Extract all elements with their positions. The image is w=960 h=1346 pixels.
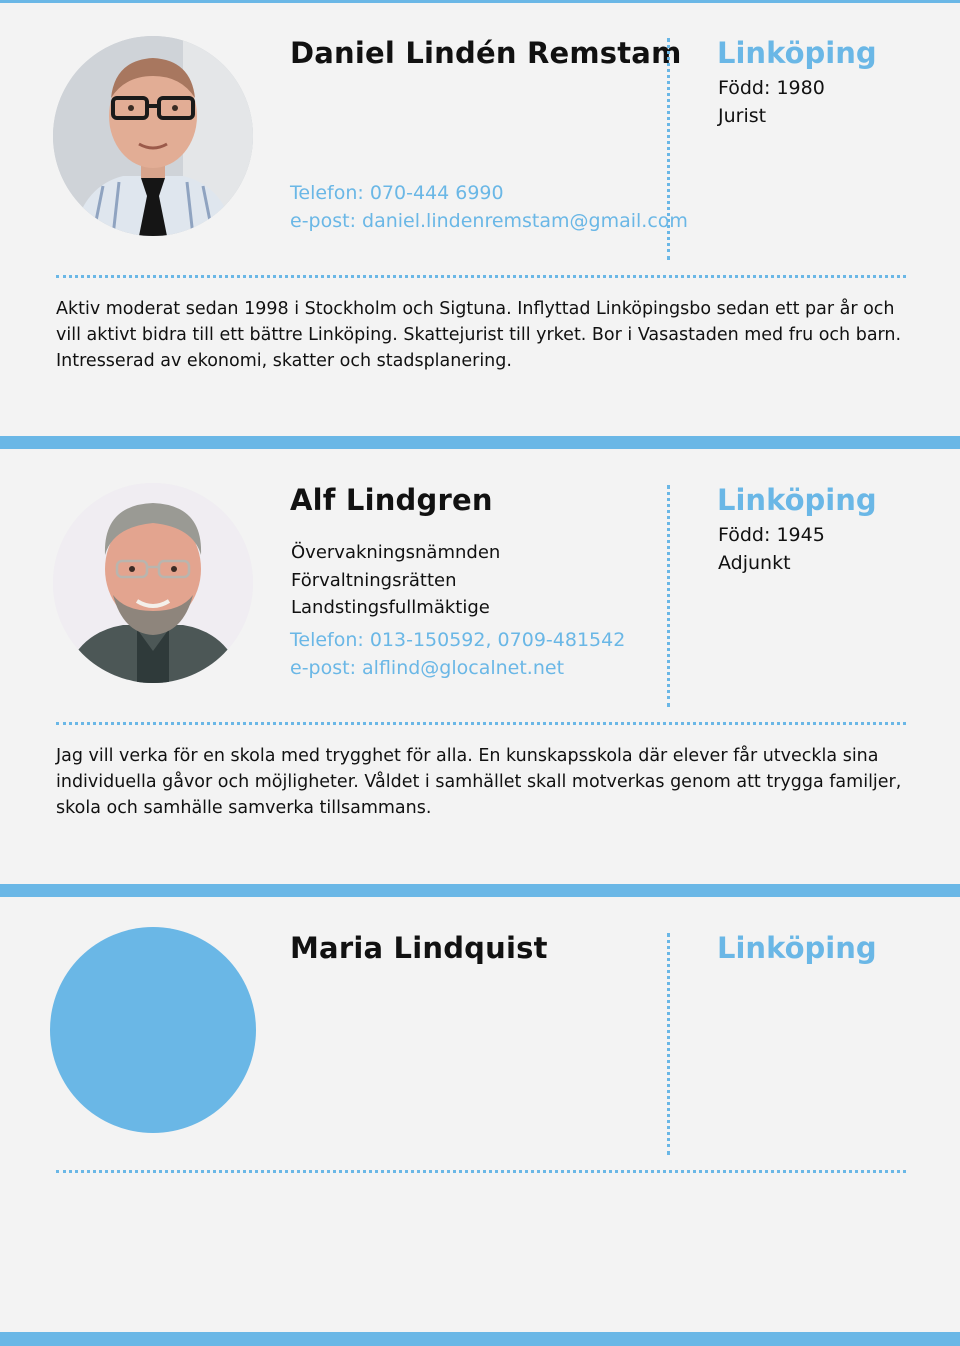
phone-number[interactable]: Telefon: 070-444 6990	[290, 182, 504, 204]
candidate-card	[0, 931, 960, 1321]
birth-year: Född: 1945	[718, 524, 825, 546]
candidate-meta	[718, 521, 825, 577]
vertical-dotted-divider	[667, 485, 670, 707]
candidate-card	[0, 36, 960, 426]
email-address[interactable]: e-post: alflind@glocalnet.net	[290, 657, 565, 679]
role-item: Landstingsfullmäktige	[291, 597, 490, 618]
candidate-name: Daniel Lindén Remstam	[290, 36, 682, 70]
candidate-photo	[53, 36, 253, 236]
vertical-dotted-divider	[667, 933, 670, 1155]
role-item: Övervakningsnämnden	[291, 542, 501, 563]
top-accent-bar	[0, 0, 960, 3]
candidate-roles	[291, 539, 500, 622]
bottom-accent-bar	[0, 1332, 960, 1346]
portrait-illustration	[53, 36, 253, 236]
candidate-photo	[53, 483, 253, 683]
section-divider-bar	[0, 436, 960, 449]
candidate-city: Linköping	[717, 483, 877, 517]
candidate-city: Linköping	[717, 931, 877, 965]
candidate-bio: Aktiv moderat sedan 1998 i Stockholm och Sigtuna. Inflyttad Linköpingsbo sedan ett par år och vill aktivt bidra till ett bättre Linköping. Skattejurist till yrket. Bor i Vasastaden med fru och barn. Intresserad av ekonomi, skatter och stadsplanering.	[56, 299, 902, 371]
occupation: Jurist	[718, 105, 767, 127]
horizontal-dotted-divider	[56, 275, 906, 278]
vertical-dotted-divider	[667, 38, 670, 260]
section-divider-bar	[0, 884, 960, 897]
candidate-name: Maria Lindquist	[290, 931, 548, 965]
contact-info	[290, 626, 625, 682]
candidate-meta	[718, 74, 825, 130]
occupation: Adjunkt	[718, 552, 791, 574]
birth-year: Född: 1980	[718, 77, 825, 99]
photo-placeholder	[50, 927, 256, 1133]
contact-info	[290, 179, 688, 235]
candidate-name: Alf Lindgren	[290, 483, 493, 517]
horizontal-dotted-divider	[56, 722, 906, 725]
candidate-bio: Jag vill verka för en skola med trygghet för alla. En kunskapsskola där elever får utveckla sina individuella gåvor och möjligheter. Våldet i samhället skall motverkas genom att trygga familjer, skola och samhälle samverka tillsammans.	[56, 746, 902, 818]
candidate-card	[0, 483, 960, 873]
email-address[interactable]: e-post: daniel.lindenremstam@gmail.com	[290, 210, 688, 232]
role-item: Förvaltningsrätten	[291, 569, 457, 591]
phone-number[interactable]: Telefon: 013-150592, 0709-481542	[290, 629, 626, 651]
horizontal-dotted-divider	[56, 1170, 906, 1173]
portrait-illustration	[53, 483, 253, 683]
candidate-city: Linköping	[717, 36, 877, 70]
